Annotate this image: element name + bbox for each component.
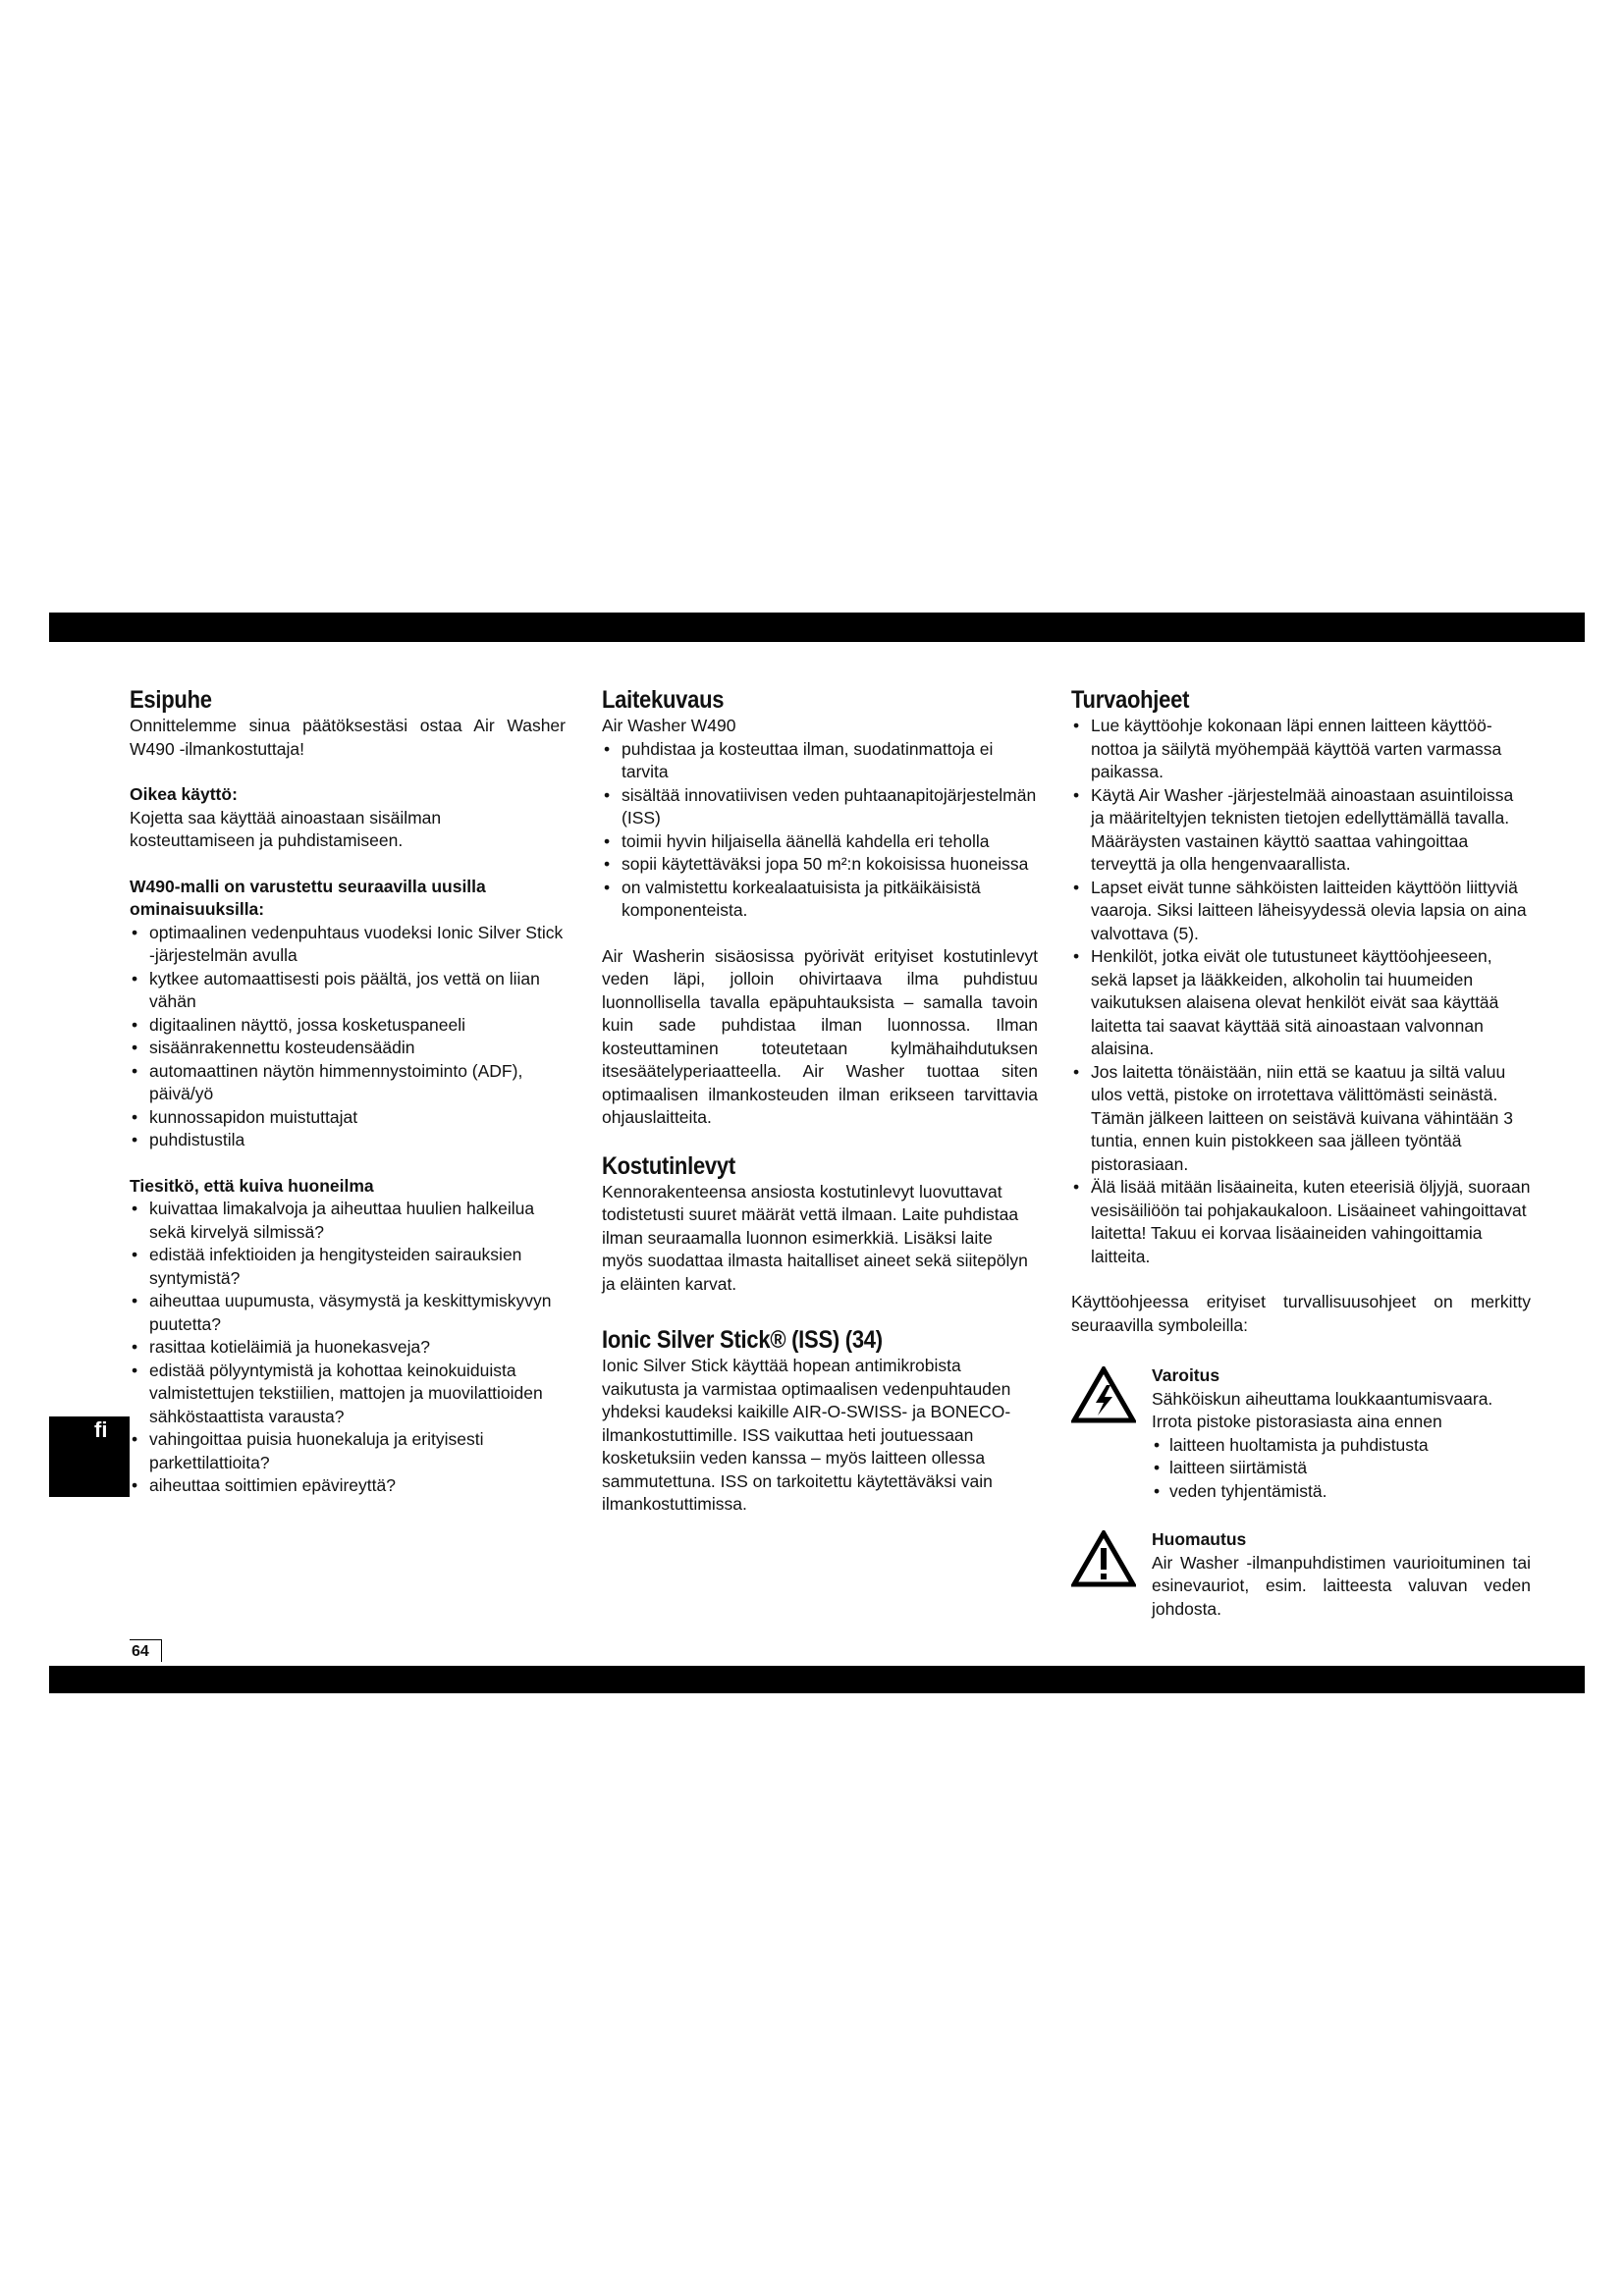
section-title-laitekuvaus: Laitekuvaus <box>602 686 725 714</box>
warning-text: Sähköiskun aiheuttama loukkaantumisvaara. <box>1152 1388 1493 1409</box>
device-description: Air Washerin sisäosissa pyörivät erityiset kostutinlevyt veden läpi, jolloin ohivirtaava ilma puhdistuu luonnollisella tavalla epäpuhtauksista – samalla tavoin kuin sade puhdistaa ilman luonnossa. Ilman kosteuttaminen toteutetaan kylmähaihdutuksen itsesäätelyperiaatteella. Air Washer tuottaa siten optimaalisen ilmankosteuden ilman erikseen tarvittavia ohjauslaitteita. <box>602 945 1038 1127</box>
section-title-esipuhe: Esipuhe <box>130 686 212 714</box>
model-name: Air Washer W490 <box>602 716 736 735</box>
symbols-intro: Käyttöohjeessa erityiset turvallisuusohjeet on merkitty seuraavilla symboleilla: <box>1071 1292 1531 1335</box>
section-title-ionic-silver-stick: Ionic Silver Stick® (ISS) (34) <box>602 1326 883 1354</box>
list-item: • toimii hyvin hiljaisella äänellä kahdella eri teholla <box>602 830 1038 854</box>
section-title-kostutinlevyt: Kostutinlevyt <box>602 1151 735 1180</box>
list-item: • veden tyhjentämistä. <box>1152 1480 1531 1504</box>
discs-text: Kennorakenteensa ansiosta kostutinlevyt luovuttavat todistetusti suuret määrät vettä ilmaan. Laite puhdistaa ilman seuraamalla luonnon esimerkkiä. Lisäksi laite myös suodattaa ilmasta haitalliset aineet sekä siitepölyn ja eläinten karvat. <box>602 1181 1028 1294</box>
intro-text: Onnittelemme sinua päätöksestäsi ostaa Air Washer W490 -ilmankostuttaja! <box>130 716 566 759</box>
caution-icon <box>1071 1530 1136 1587</box>
list-item: • Lue käyttöohje kokonaan läpi ennen laitteen käyttöönottoa ja säilytä myöhempää käyttöä varten varmassa paikassa. <box>1071 715 1531 784</box>
list-item: • edistää pölyyntymistä ja kohottaa keinokuiduista valmistettujen tekstiilien, mattojen ja muovilattioiden sähköstaattista varausta? <box>130 1360 566 1429</box>
language-tab-label: fi <box>94 1417 108 1442</box>
list-item: • automaattinen näytön himmennystoiminto (ADF), päivä/yö <box>130 1060 566 1106</box>
warning-text-2: Irrota pistoke pistorasiasta aina ennen <box>1152 1412 1442 1431</box>
list-item: • puhdistaa ja kosteuttaa ilman, suodatinmattoja ei tarvita <box>602 738 1038 784</box>
column-esipuhe <box>130 685 566 1498</box>
section-title-turvaohjeet: Turvaohjeet <box>1071 686 1190 714</box>
dry-air-list <box>130 1198 566 1498</box>
list-item: • kunnossapidon muistuttajat <box>130 1106 566 1130</box>
list-item: • sisäänrakennettu kosteudensäädin <box>130 1037 566 1060</box>
list-item: • laitteen siirtämistä <box>1152 1457 1531 1480</box>
list-item: • kytkee automaattisesti pois päältä, jos vettä on liian vähän <box>130 968 566 1014</box>
notice-text: Air Washer -ilmanpuhdistimen vaurioituminen tai esinevauriot, esim. laitteesta valuvan veden johdosta. <box>1152 1552 1531 1619</box>
warning-block <box>1071 1364 1531 1503</box>
list-item: • Jos laitetta tönäistään, niin että se kaatuu ja siltä valuu ulos vettä, pistoke on irrotettava välittömästi seinästä. Tämän jälkeen laitteen on seistävä kuivana vähintään 3 tuntia, ennen kuin pistokkeen saa jälleen työntää pistorasiaan. <box>1071 1061 1531 1177</box>
list-item: • sopii käytettäväksi jopa 50 m²:n kokoisissa huoneissa <box>602 853 1038 877</box>
list-item: • kuivattaa limakalvoja ja aiheuttaa huulien halkeilua sekä kirvelyä silmissä? <box>130 1198 566 1244</box>
safety-list <box>1071 715 1531 1268</box>
dry-air-heading: Tiesitkö, että kuiva huoneilma <box>130 1175 374 1196</box>
proper-use-heading: Oikea käyttö: <box>130 784 238 804</box>
list-item: • sisältää innovatiivisen veden puhtaanapitojärjestelmän (ISS) <box>602 784 1038 830</box>
list-item: • edistää infektioiden ja hengitysteiden sairauksien syntymistä? <box>130 1244 566 1290</box>
notice-block <box>1071 1528 1531 1621</box>
list-item: • Käytä Air Washer -järjestelmää ainoastaan asuintiloissa ja määriteltyjen teknisten tietojen edellyttämällä tavalla. Määräysten vastainen käyttö saattaa vahingoittaa terveyttä ja olla hengenvaarallista. <box>1071 784 1531 877</box>
page-number: 64 <box>130 1639 162 1662</box>
list-item: • Älä lisää mitään lisäaineita, kuten eteerisiä öljyjä, suoraan vesisäiliöön tai pohjakaukaloon. Lisäaineet vahingoittavat laitetta! Takuu ei korvaa lisäaineiden vahingoittamia laitteita. <box>1071 1176 1531 1268</box>
features-heading: W490-malli on varustettu seuraavilla uusilla ominaisuuksilla: <box>130 876 486 919</box>
warning-title: Varoitus <box>1152 1365 1220 1385</box>
list-item: • puhdistustila <box>130 1129 566 1152</box>
iss-text: Ionic Silver Stick käyttää hopean antimikrobista vaikutusta ja varmistaa optimaalisen vedenpuhtauden yhdeksi kaudeksi kaikille AIR-O-SWISS- ja BONECO-ilmankostuttimille. ISS vaikuttaa heti joutuessaan kosketuksiin veden kanssa – myös laitteen ollessa sammutettuna. ISS on tarkoitettu käytettäväksi vain ilmankostuttimissa. <box>602 1356 1011 1514</box>
list-item: • digitaalinen näyttö, jossa kosketuspaneeli <box>130 1014 566 1038</box>
list-item: • rasittaa kotieläimiä ja huonekasveja? <box>130 1336 566 1360</box>
list-item: • laitteen huoltamista ja puhdistusta <box>1152 1434 1531 1458</box>
column-turvaohjeet <box>1071 685 1531 1621</box>
features-list <box>130 922 566 1152</box>
notice-title: Huomautus <box>1152 1529 1247 1549</box>
list-item: • aiheuttaa uupumusta, väsymystä ja keskittymiskyvyn puutetta? <box>130 1290 566 1336</box>
list-item: • optimaalinen vedenpuhtaus vuodeksi Ionic Silver Stick -järjestelmän avulla <box>130 922 566 968</box>
proper-use-text: Kojetta saa käyttää ainoastaan sisäilman kosteuttamiseen ja puhdistamiseen. <box>130 807 442 850</box>
list-item: • Lapset eivät tunne sähköisten laitteiden käyttöön liittyviä vaaroja. Siksi laitteen läheisyydessä olevia lapsia on aina valvottava (5). <box>1071 877 1531 946</box>
list-item: • Henkilöt, jotka eivät ole tutustuneet käyttöohjeeseen, sekä lapset ja lääkkeiden, alkoholin tai huumeiden vaikutuksen alaisena olevat henkilöt eivät saa käyttää laitetta tai saavat käyttää sitä ainoastaan valvonnan alaisina. <box>1071 945 1531 1061</box>
language-tab <box>49 1416 130 1497</box>
device-features-list <box>602 738 1038 923</box>
header-bar <box>49 613 1585 642</box>
list-item: • aiheuttaa soittimien epävireyttä? <box>130 1474 566 1498</box>
list-item: • on valmistettu korkealaatuisista ja pitkäikäisistä komponenteista. <box>602 877 1038 923</box>
column-laitekuvaus <box>602 685 1038 1517</box>
electric-shock-warning-icon <box>1071 1366 1136 1423</box>
warning-list <box>1152 1434 1531 1504</box>
footer-bar <box>49 1666 1585 1693</box>
list-item: • vahingoittaa puisia huonekaluja ja erityisesti parkettilattioita? <box>130 1428 566 1474</box>
